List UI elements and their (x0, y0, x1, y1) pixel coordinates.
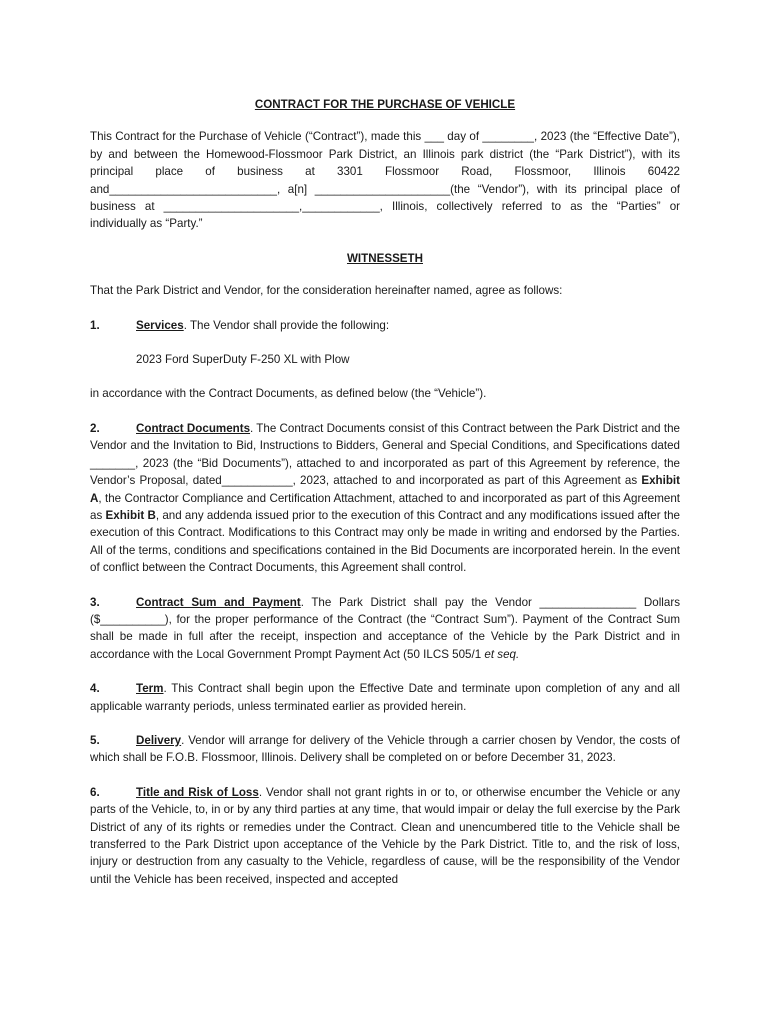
document-title: CONTRACT FOR THE PURCHASE OF VEHICLE (254, 98, 516, 111)
section-heading: Contract Sum and Payment (136, 595, 301, 609)
section-number: 3. (90, 595, 100, 609)
exhibit-a-label: Exhibit A (90, 474, 680, 505)
et-seq-text: et seq. (484, 647, 520, 661)
section-contract-sum (90, 594, 680, 664)
section-text: . The Contract Documents consist of this Contract between the Park District and the Vendor and the Invitation to Bid, Instructions to Bidders, General and Special Conditions, and Specifications dated _______, 2023 (the “Bid Documents”), attached to and incorporated as part of this Agreement by reference, the Vendor’s Proposal, dated___________, 2023, attached to and incorporated as part of this Agreement as (90, 421, 680, 488)
section-contract-documents (90, 420, 680, 577)
section-term (90, 680, 680, 715)
section-number: 4. (90, 682, 100, 696)
section-delivery (90, 732, 680, 767)
section-number: 2. (90, 421, 100, 435)
section-text: . Vendor will arrange for delivery of the Vehicle through a carrier chosen by Vendor, the costs of which shall be F.O.B. Flossmoor, Illinois. Delivery shall be completed on or before December 31, 2023. (90, 733, 680, 765)
section-text: . Vendor shall not grant rights in or to, or otherwise encumber the Vehicle or any parts of the Vehicle, to, in or by any third parties at any time, that would impair or delay the full exercise by the Park District of any of its rights or remedies under the Contract. Clean and unencumbered title to the Vehicle shall be transferred to the Park District upon acceptance of the Vehicle by the Park District. Title to, and the risk of loss, injury or destruction from any casualty to the Vehicle, regardless of cause, will be the responsibility of the Vendor until the Vehicle has been received, inspected and accepted (90, 785, 680, 886)
section-number: 1. (90, 318, 100, 332)
section-text: . The Park District shall pay the Vendor _______________ Dollars ($__________), for the proper performance of the Contract (the “Contract Sum”). Payment of the Contract Sum shall be made in full after the receipt, inspection and acceptance of the Vehicle by the Park District and in accordance with the Local Government Prompt Payment Act (50 ILCS 505/1 (90, 595, 680, 661)
section-number: 5. (90, 733, 100, 747)
document-page (90, 88, 680, 905)
witnesseth-heading: WITNESSETH (346, 251, 423, 265)
vehicle-item: 2023 Ford SuperDuty F-250 XL with Plow (136, 353, 350, 367)
section-text: . The Vendor shall provide the following: (183, 318, 390, 332)
section-heading: Term (136, 682, 164, 696)
section-text: , and any addenda issued prior to the execution of this Contract and any modifications issued after the execution of this Contract. Modifications to this Contract may only be made in writing and endorsed by the Parties. All of the terms, conditions and specifications contained in the Bid Documents are incorporated herein. In the event of conflict between the Contract Documents, this Agreement shall control. (90, 508, 681, 575)
section-heading: Contract Documents (136, 421, 251, 435)
intro-paragraph: This Contract for the Purchase of Vehicle (“Contract”), made this ___ day of ________, 2023 (the “Effective Date”), by and between the Homewood-Flossmoor Park District, an Illinois park district (the “Park District”), with its principal place of business at 3301 Flossmoor Road, Flossmoor, Illinois 60422 and__________________________, a[n] _____________________(the “Vendor”), with its principal place of business at _____________________,____________, Illinois, collectively referred to as the “Parties” or individually as “Party.” (90, 130, 680, 231)
section-heading: Delivery (136, 733, 182, 747)
section-heading: Services (136, 318, 184, 332)
exhibit-b-label: Exhibit B (105, 508, 156, 522)
agreement-paragraph: That the Park District and Vendor, for the consideration hereinafter named, agree as follows: (90, 284, 563, 298)
section-heading: Title and Risk of Loss (136, 785, 259, 799)
section-title-risk (90, 784, 680, 888)
section-text: . This Contract shall begin upon the Effective Date and terminate upon completion of any and all applicable warranty periods, unless terminated earlier as provided herein. (90, 682, 680, 713)
services-continuation: in accordance with the Contract Documents, as defined below (the “Vehicle”). (90, 387, 487, 401)
section-text: , the Contractor Compliance and Certification Attachment, attached to and incorporated as part of this Agreement as (90, 491, 680, 522)
section-services (90, 317, 680, 334)
section-number: 6. (90, 785, 100, 799)
